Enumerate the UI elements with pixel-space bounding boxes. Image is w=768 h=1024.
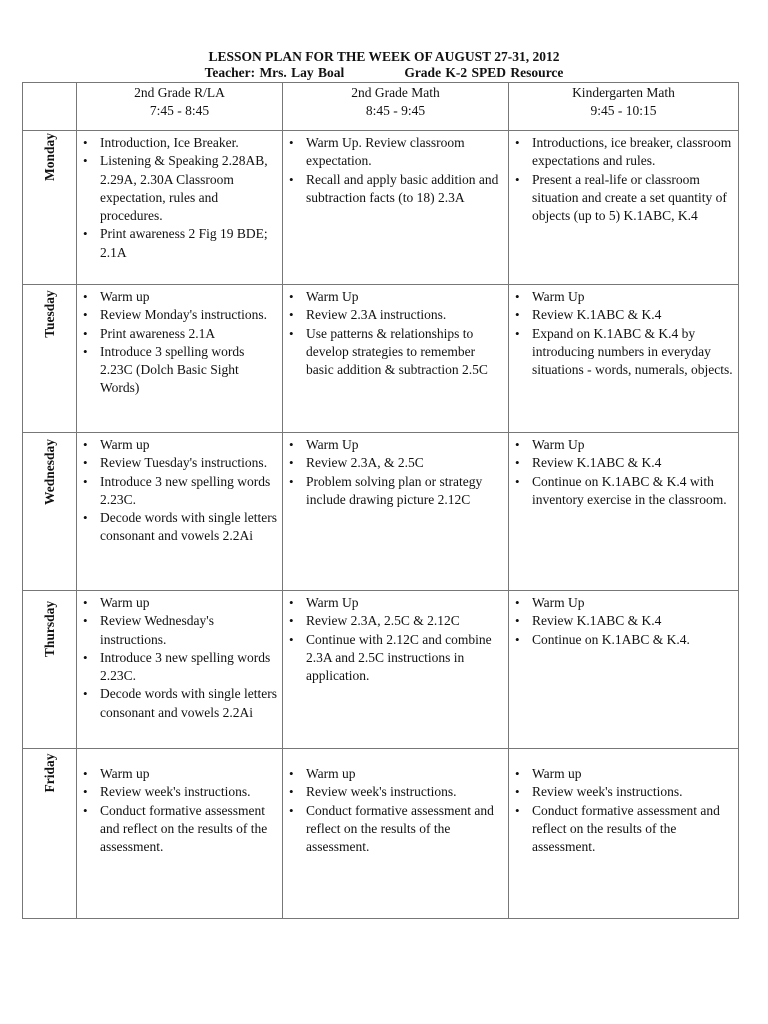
activity-item: • Warm up xyxy=(77,594,278,612)
day-label: Friday xyxy=(41,753,57,793)
activity-item: • Introduce 3 new spelling words 2.23C. xyxy=(77,649,278,686)
activity-item: • Introduce 3 new spelling words 2.23C. xyxy=(77,473,278,510)
plan-cell xyxy=(283,131,509,285)
activity-item: • Introduce 3 spelling words 2.23C (Dolch Basic Sight Words) xyxy=(77,343,278,398)
activity-item: • Listening & Speaking 2.28AB, 2.29A, 2.30A Classroom expectation, rules and procedures. xyxy=(77,152,278,225)
activity-list xyxy=(283,591,508,685)
day-cell xyxy=(23,749,77,919)
column-time: 9:45 - 10:15 xyxy=(590,103,657,118)
activity-item: • Warm up xyxy=(77,436,278,454)
activity-item: • Warm up xyxy=(509,765,734,783)
activity-list xyxy=(509,131,738,225)
plan-cell xyxy=(283,749,509,919)
activity-item: • Conduct formative assessment and reflect on the results of the assessment. xyxy=(283,802,504,857)
activity-item: • Review 2.3A instructions. xyxy=(283,306,504,324)
plan-cell xyxy=(283,433,509,591)
plan-cell xyxy=(283,285,509,433)
table-row xyxy=(23,749,739,919)
plan-cell xyxy=(77,285,283,433)
activity-list xyxy=(77,131,282,262)
teacher-label: Teacher: Mrs. Lay Boal xyxy=(204,65,345,80)
activity-item: • Problem solving plan or strategy include drawing picture 2.12C xyxy=(283,473,504,510)
plan-cell xyxy=(509,433,739,591)
plan-cell xyxy=(509,749,739,919)
activity-item: • Review K.1ABC & K.4 xyxy=(509,612,734,630)
day-label: Thursday xyxy=(41,600,57,657)
column-header xyxy=(77,83,283,131)
column-name: 2nd Grade Math xyxy=(351,85,440,100)
activity-item: • Warm Up xyxy=(509,594,734,612)
activity-item: • Use patterns & relationships to develop strategies to remember basic addition & subtraction 2.5C xyxy=(283,325,504,380)
activity-item: • Warm Up xyxy=(283,288,504,306)
activity-item: • Review K.1ABC & K.4 xyxy=(509,306,734,324)
column-name: 2nd Grade R/LA xyxy=(134,85,225,100)
activity-item: • Recall and apply basic addition and subtraction facts (to 18) 2.3A xyxy=(283,171,504,208)
day-cell xyxy=(23,433,77,591)
activity-item: • Warm Up xyxy=(283,594,504,612)
plan-cell xyxy=(77,433,283,591)
plan-cell xyxy=(77,591,283,749)
activity-item: • Decode words with single letters consonant and vowels 2.2Ai xyxy=(77,685,278,722)
activity-item: • Review week's instructions. xyxy=(509,783,734,801)
plan-cell xyxy=(509,591,739,749)
activity-item: • Decode words with single letters consonant and vowels 2.2Ai xyxy=(77,509,278,546)
day-label: Tuesday xyxy=(41,290,57,339)
activity-item: • Review K.1ABC & K.4 xyxy=(509,454,734,472)
activity-item: • Warm up xyxy=(77,765,278,783)
activity-item: • Review 2.3A, 2.5C & 2.12C xyxy=(283,612,504,630)
activity-list xyxy=(283,433,508,509)
activity-item: • Warm up xyxy=(283,765,504,783)
plan-cell xyxy=(283,591,509,749)
activity-item: • Warm up xyxy=(77,288,278,306)
activity-list xyxy=(283,285,508,379)
day-cell xyxy=(23,591,77,749)
activity-list xyxy=(509,749,738,856)
corner-cell xyxy=(23,83,77,131)
column-header xyxy=(509,83,739,131)
activity-item: • Review week's instructions. xyxy=(77,783,278,801)
activity-list xyxy=(509,591,738,649)
activity-list xyxy=(77,285,282,398)
activity-item: • Print awareness 2.1A xyxy=(77,325,278,343)
column-header xyxy=(283,83,509,131)
activity-list xyxy=(77,591,282,722)
activity-item: • Warm Up xyxy=(283,436,504,454)
resource-label: Grade K-2 SPED Resource xyxy=(404,65,564,80)
document-title: LESSON PLAN FOR THE WEEK OF AUGUST 27-31, 2012 xyxy=(208,49,560,64)
day-cell xyxy=(23,131,77,285)
activity-item: • Warm Up xyxy=(509,436,734,454)
activity-item: • Print awareness 2 Fig 19 BDE; 2.1A xyxy=(77,225,278,262)
header-row xyxy=(23,83,739,131)
activity-item: • Review week's instructions. xyxy=(283,783,504,801)
teacher-line xyxy=(0,65,768,81)
activity-item: • Warm Up xyxy=(509,288,734,306)
activity-list xyxy=(509,285,738,379)
plan-cell xyxy=(77,131,283,285)
activity-item: • Introductions, ice breaker, classroom expectations and rules. xyxy=(509,134,734,171)
activity-item: • Introduction, Ice Breaker. xyxy=(77,134,278,152)
activity-item: • Conduct formative assessment and reflect on the results of the assessment. xyxy=(77,802,278,857)
table-row xyxy=(23,285,739,433)
activity-item: • Present a real-life or classroom situation and create a set quantity of objects (up to 5) K.1ABC, K.4 xyxy=(509,171,734,226)
activity-item: • Continue with 2.12C and combine 2.3A and 2.5C instructions in application. xyxy=(283,631,504,686)
day-label: Monday xyxy=(41,132,57,182)
column-name: Kindergarten Math xyxy=(572,85,675,100)
activity-item: • Review Wednesday's instructions. xyxy=(77,612,278,649)
activity-list xyxy=(77,749,282,856)
day-label: Wednesday xyxy=(41,439,57,506)
plan-cell xyxy=(509,131,739,285)
activity-item: • Conduct formative assessment and reflect on the results of the assessment. xyxy=(509,802,734,857)
day-cell xyxy=(23,285,77,433)
table-row xyxy=(23,131,739,285)
activity-list xyxy=(509,433,738,509)
activity-list xyxy=(77,433,282,546)
activity-item: • Review Monday's instructions. xyxy=(77,306,278,324)
activity-item: • Continue on K.1ABC & K.4 with inventory exercise in the classroom. xyxy=(509,473,734,510)
plan-cell xyxy=(509,285,739,433)
activity-item: • Expand on K.1ABC & K.4 by introducing numbers in everyday situations - words, numerals, objects. xyxy=(509,325,734,380)
activity-list xyxy=(283,131,508,207)
activity-item: • Warm Up. Review classroom expectation. xyxy=(283,134,504,171)
column-time: 7:45 - 8:45 xyxy=(149,103,210,118)
activity-item: • Continue on K.1ABC & K.4. xyxy=(509,631,734,649)
activity-list xyxy=(283,749,508,856)
activity-item: • Review Tuesday's instructions. xyxy=(77,454,278,472)
table-row xyxy=(23,591,739,749)
lesson-plan-table xyxy=(22,82,739,919)
activity-item: • Review 2.3A, & 2.5C xyxy=(283,454,504,472)
table-row xyxy=(23,433,739,591)
column-time: 8:45 - 9:45 xyxy=(365,103,426,118)
plan-cell xyxy=(77,749,283,919)
